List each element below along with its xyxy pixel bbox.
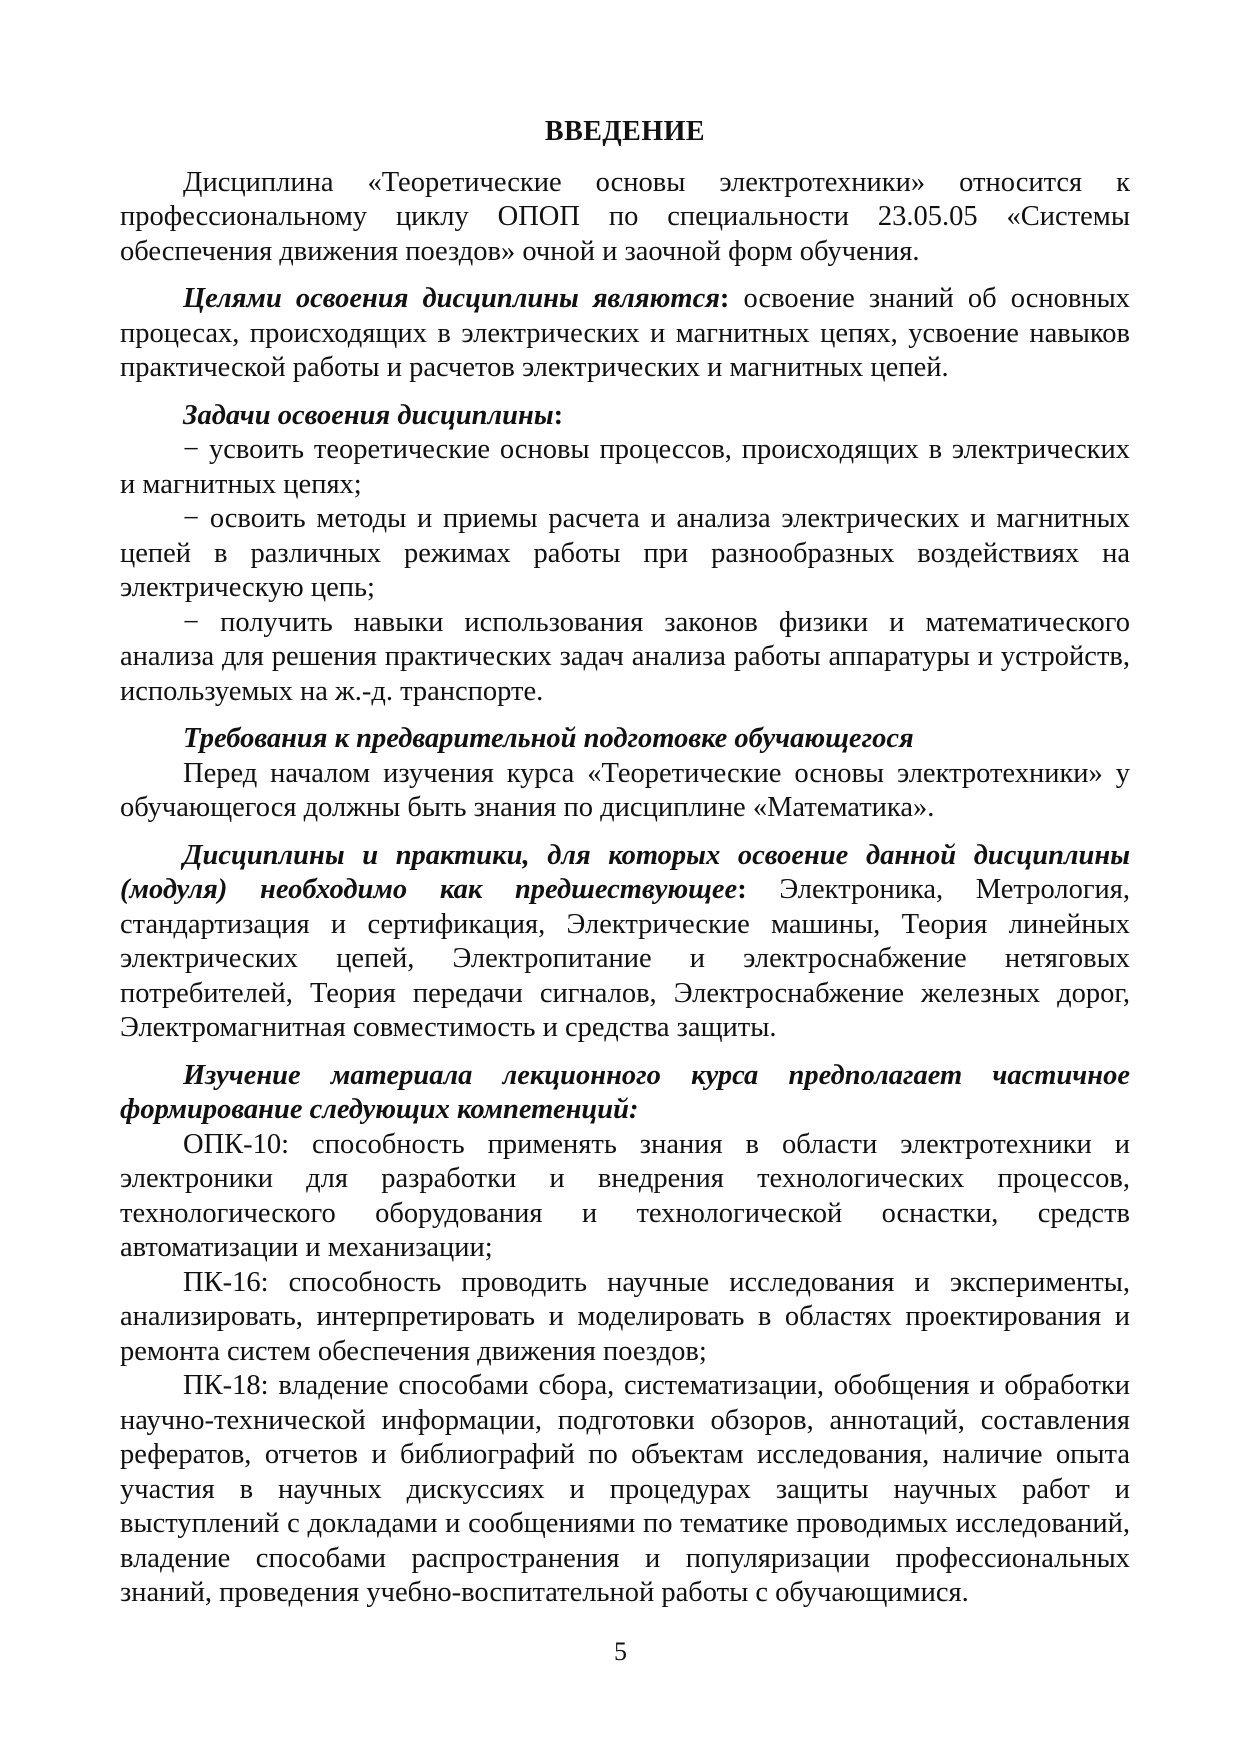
- competency-pk-18: ПК-18: владение способами сбора, систематизации, обобщения и обработки научно-технической информации, подготовки обзоров, аннотаций, составления рефератов, отчетов и библиографий по объектам исследования, наличие опыта участия в научных дискуссиях и процедурах защиты научных работ и выступлений с докладами и сообщениями по тематике проводимых исследований, владение способами распространения и популяризации профессиональных знаний, проведения учебно-воспитательной работы с обучающимися.: [120, 1370, 1130, 1608]
- goals-text: освоение знаний об основных процесах, происходящих в электрических и магнитных цепях, усвоение навыков практической работы и расчетов электрических и магнитных цепей.: [120, 283, 1130, 383]
- subsequent-text: Электроника, Метрология, стандартизация и сертификация, Электрические машины, Теория линейных электрических цепей, Электропитание и электроснабжение нетяговых потребителей, Теория передачи сигналов, Электроснабжение железных дорог, Электромагнитная совместимость и средства защиты.: [120, 874, 1130, 1043]
- requirements-paragraph: Перед началом изучения курса «Теоретические основы электротехники» у обучающегося должны быть знания по дисциплине «Математика».: [120, 757, 1130, 823]
- goals-paragraph: [120, 282, 1130, 386]
- task-item-1: − усвоить теоретические основы процессов, происходящих в электрических и магнитных цепях;: [120, 434, 1130, 500]
- competencies-heading: [120, 1059, 1130, 1128]
- goals-label: Целями освоения дисциплины являются: [183, 283, 720, 314]
- page-content: [120, 115, 1130, 1611]
- intro-paragraph: Дисциплина «Теоретические основы электротехники» относится к профессиональному циклу ОПОП по специальности 23.05.05 «Системы обеспечения движения поездов» очной и заочной форм обучения.: [120, 166, 1130, 267]
- tasks-label: Задачи освоения дисциплины: [183, 399, 554, 431]
- page-number: 5: [614, 1637, 627, 1666]
- goals-colon: :: [719, 283, 730, 314]
- subsequent-paragraph: [120, 839, 1130, 1046]
- competency-opk-10: ОПК-10: способность применять знания в области электротехники и электроники для разработки и внедрения технологических процессов, технологического оборудования и технологической оснастки, средств автоматизации и механизации;: [120, 1128, 1130, 1263]
- subsequent-label: Дисциплины и практики, для которых освоение данной дисциплины (модуля) необходимо как предшествующее: [120, 839, 1130, 905]
- requirements-heading: [120, 722, 1130, 757]
- tasks-heading: [120, 399, 1130, 434]
- subsequent-colon: :: [737, 874, 747, 905]
- requirements-label: Требования к предварительной подготовке обучающегося: [183, 723, 914, 754]
- competencies-label: Изучение материала лекционного курса предполагает частичное формирование следующих компетенций:: [120, 1059, 1130, 1125]
- competency-pk-16: ПК-16: способность проводить научные исследования и эксперименты, анализировать, интерпретировать и моделировать в областях проектирования и ремонта систем обеспечения движения поездов;: [120, 1266, 1130, 1367]
- tasks-colon: :: [553, 399, 564, 431]
- task-item-2: − освоить методы и приемы расчета и анализа электрических и магнитных цепей в различных режимах работы при разнообразных воздействиях на электрическую цепь;: [120, 503, 1130, 603]
- task-item-3: − получить навыки использования законов физики и математического анализа для решения практических задач анализа работы аппаратуры и устройств, используемых на ж.-д. транспорте.: [120, 606, 1130, 707]
- section-heading: ВВЕДЕНИЕ: [544, 116, 706, 147]
